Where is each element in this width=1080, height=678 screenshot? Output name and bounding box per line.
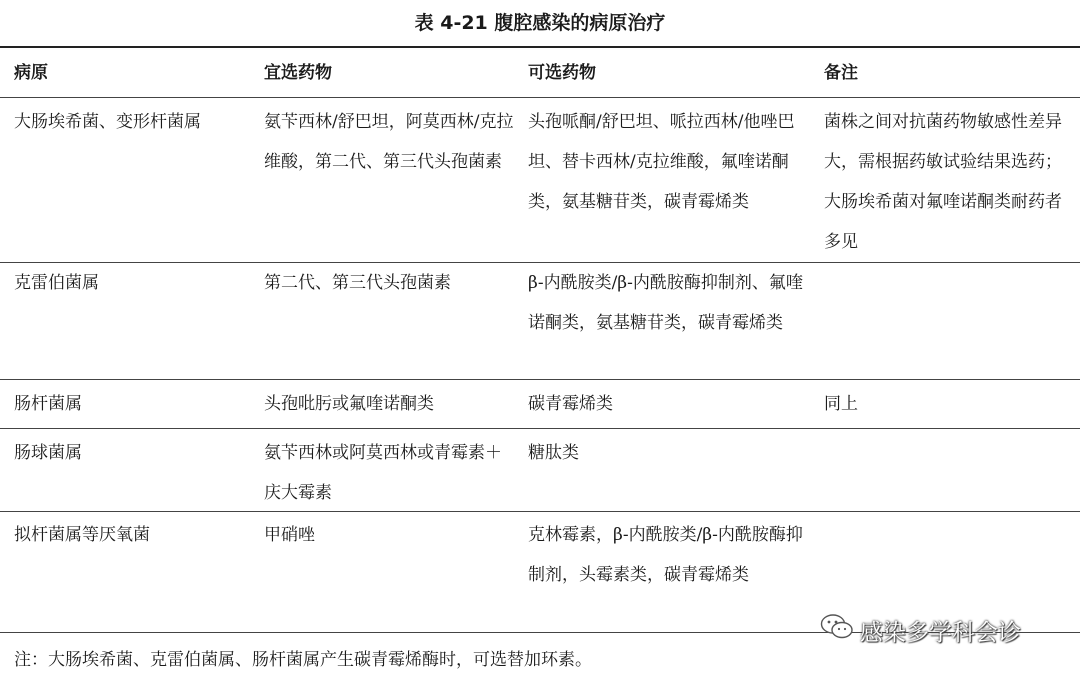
row-2-preferred: 第二代、第三代头孢菌素 (264, 273, 451, 293)
row-3-remarks: 同上 (824, 394, 858, 414)
table-footnote: 注：大肠埃希菌、克雷伯菌属、肠杆菌属产生碳青霉烯酶时，可选替加环素。 (14, 650, 592, 670)
row-3-preferred: 头孢吡肟或氟喹诺酮类 (264, 394, 434, 414)
header-rule (0, 97, 1080, 98)
row-1-alternative: 头孢哌酮/舒巴坦、哌拉西林/他唑巴坦、替卡西林/克拉维酸，氟喹诺酮类，氨基糖苷类，碳青霉烯类 (528, 112, 795, 212)
row-3-pathogen: 肠杆菌属 (14, 394, 82, 414)
row-3-alternative: 碳青霉烯类 (528, 394, 613, 414)
row-rule (0, 511, 1080, 512)
row-4-alternative: 糖肽类 (528, 443, 579, 463)
row-5-preferred: 甲硝唑 (264, 525, 315, 545)
row-4-preferred: 氨苄西林或阿莫西林或青霉素＋庆大霉素 (264, 443, 502, 503)
table-title: 表 4-21 腹腔感染的病原治疗 (414, 12, 666, 34)
row-rule (0, 379, 1080, 380)
row-2-pathogen: 克雷伯菌属 (14, 273, 99, 293)
header-preferred: 宜选药物 (264, 63, 332, 83)
row-5-alternative: 克林霉素，β-内酰胺类/β-内酰胺酶抑制剂，头霉素类，碳青霉烯类 (528, 525, 803, 585)
watermark (820, 613, 1021, 647)
row-1-remarks: 菌株之间对抗菌药物敏感性差异大，需根据药敏试验结果选药；大肠埃希菌对氟喹诺酮类耐药者多见 (824, 112, 1062, 252)
row-1-pathogen: 大肠埃希菌、变形杆菌属 (14, 112, 201, 132)
row-2-alternative: β-内酰胺类/β-内酰胺酶抑制剂、氟喹诺酮类，氨基糖苷类，碳青霉烯类 (528, 273, 803, 333)
row-1-preferred: 氨苄西林/舒巴坦，阿莫西林/克拉维酸，第二代、第三代头孢菌素 (264, 112, 514, 172)
row-4-pathogen: 肠球菌属 (14, 443, 82, 463)
row-rule (0, 428, 1080, 429)
wechat-icon (820, 613, 854, 647)
row-5-pathogen: 拟杆菌属等厌氧菌 (14, 525, 150, 545)
header-remarks: 备注 (824, 63, 858, 83)
header-pathogen: 病原 (14, 63, 48, 83)
watermark-text: 感染多学科会诊 (860, 619, 1021, 646)
header-alternative: 可选药物 (528, 63, 596, 83)
